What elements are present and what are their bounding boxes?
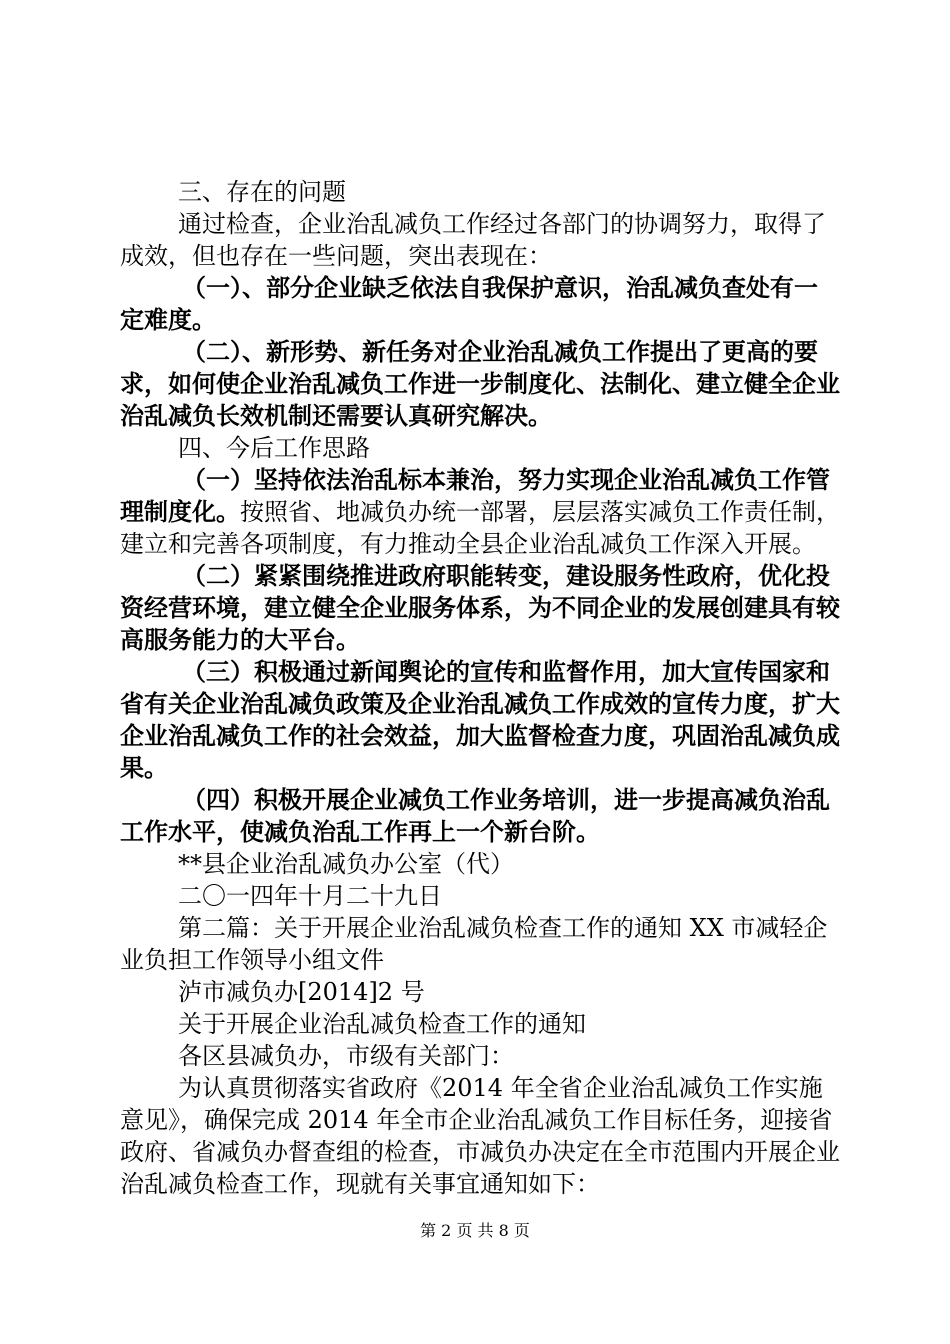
section-heading-future: 四、今后工作思路: [178, 434, 370, 462]
problem-item-2: （二）、新形势、新任务对企业治乱减负工作提出了更高的要求，如何使企业治乱减负工作进一步制度化、法制化、建立健全企业治乱减负长效机制还需要认真研究解决。: [120, 338, 840, 430]
section-heading-problems: 三、存在的问题: [178, 178, 346, 206]
notice-body: 为认真贯彻落实省政府《2014 年全省企业治乱减负工作实施意见》，确保完成 2014 年全市企业治乱减负工作目标任务，迎接省政府、省减负办督查组的检查，市减负办决定在全市范围内开展企业治乱减负检查工作，现就有关事宜通知如下：: [120, 1074, 840, 1198]
signature-date: 二〇一四年十月二十九日: [178, 882, 442, 910]
future-item-1: [120, 464, 840, 560]
future-item-2: （二）紧紧围绕推进政府职能转变，建设服务性政府，优化投资经营环境，建立健全企业服务体系，为不同企业的发展创建具有较高服务能力的大平台。: [120, 562, 840, 654]
future-item-3: （三）积极通过新闻舆论的宣传和监督作用，加大宣传国家和省有关企业治乱减负政策及企业治乱减负工作成效的宣传力度，扩大企业治乱减负工作的社会效益，加大监督检查力度，巩固治乱减负成果。: [120, 658, 840, 782]
future-item-1-lead: （一）坚持依法治乱标本兼治，努力实现企业治乱减负工作管理制度化。: [120, 466, 830, 526]
signature-organization: **县企业治乱减负办公室（代）: [178, 850, 514, 878]
part-two-title: 第二篇：关于开展企业治乱减负检查工作的通知 XX 市减轻企业负担工作领导小组文件: [120, 914, 828, 974]
future-item-1-body: 按照省、地减负办统一部署，层层落实减负工作责任制，建立和完善各项制度，有力推动全县企业治乱减负工作深入开展。: [120, 498, 840, 558]
notice-title: 关于开展企业治乱减负检查工作的通知: [178, 1010, 586, 1038]
document-number: 泸市减负办[2014]2 号: [178, 978, 425, 1006]
problem-item-1: （一）、部分企业缺乏依法自我保护意识，治乱减负查处有一定难度。: [120, 274, 818, 334]
future-item-4: （四）积极开展企业减负工作业务培训，进一步提高减负治乱工作水平，使减负治乱工作再上一个新台阶。: [120, 786, 830, 846]
page-footer: 第 2 页 共 8 页: [420, 1221, 530, 1240]
document-body: [120, 172, 840, 1200]
section-intro-paragraph: 通过检查，企业治乱减负工作经过各部门的协调努力，取得了成效，但也存在一些问题，突出表现在：: [120, 210, 826, 270]
notice-addressee: 各区县减负办，市级有关部门：: [178, 1042, 514, 1070]
